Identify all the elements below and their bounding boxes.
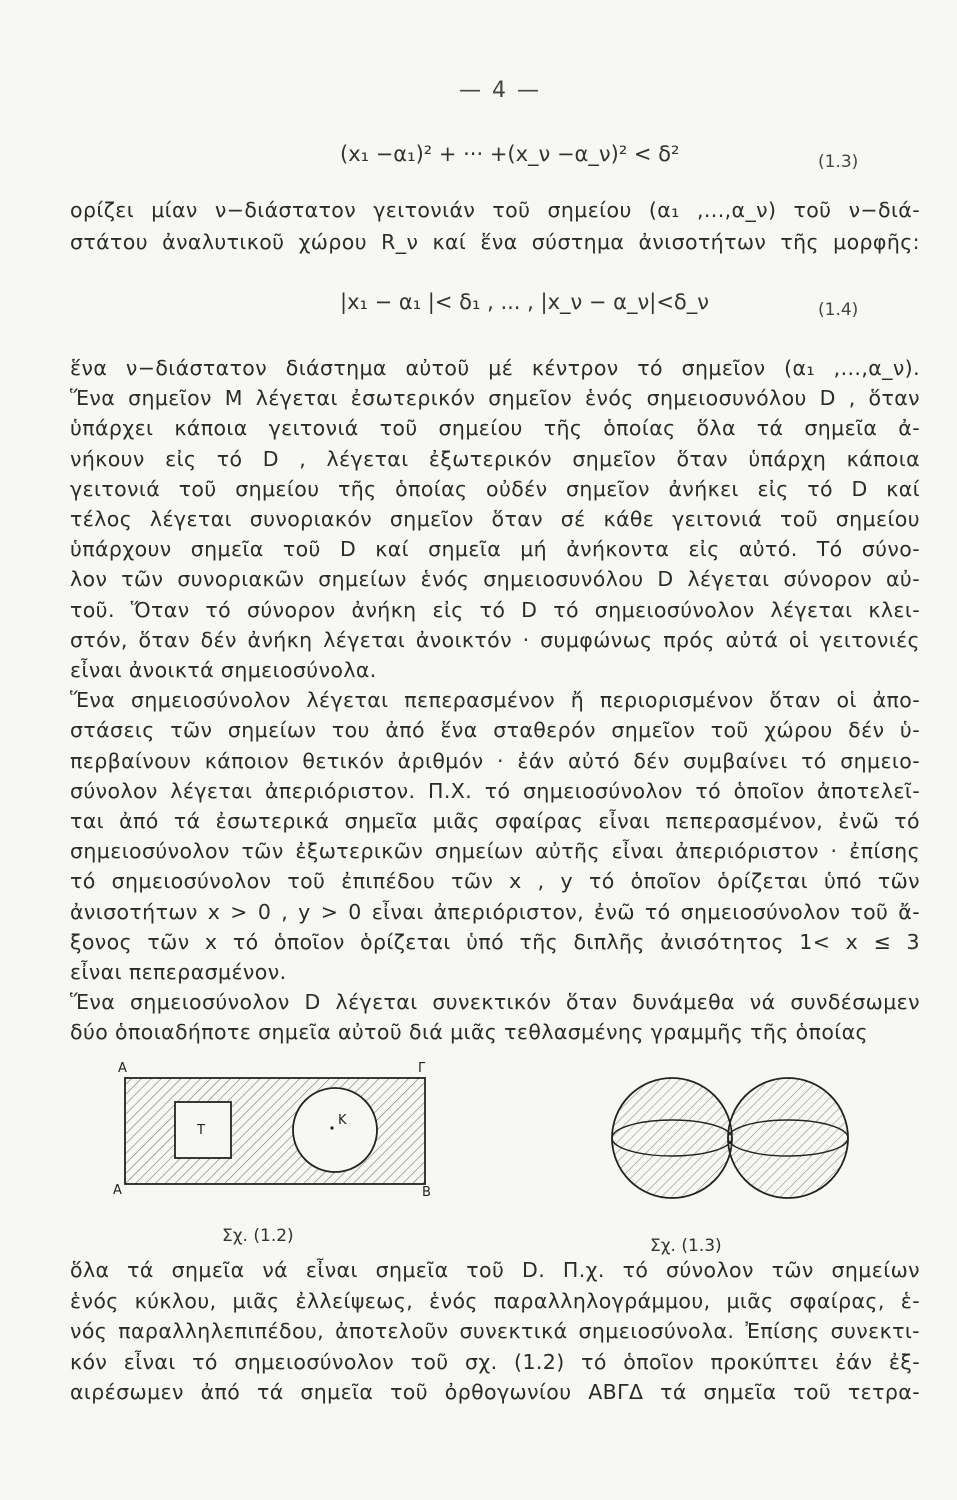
square-label: Τ <box>197 1123 205 1138</box>
text-line: κόν εἶναι τό σημειοσύνολον τοῦ σχ. (1.2) τό ὁποῖον προκύπτει ἐάν ἐξ- <box>70 1349 920 1374</box>
text-line: τό σημειοσύνολον τοῦ ἐπιπέδου τῶν x , y τό ὁποῖον ὁρίζεται ὑπό τῶν <box>70 869 920 894</box>
text-line: περβαίνουν κάποιον θετικόν ἀριθμόν · ἐάν αὐτό δέν συμβαίνει τό σημειο- <box>70 748 920 773</box>
text-line: δύο ὁποιαδήποτε σημεῖα αὐτοῦ διά μιᾶς τεθλασμένης γραμμῆς τῆς ὁποίας <box>70 1020 868 1045</box>
text-line: ἕνα ν−διάστατον διάστημα αὐτοῦ μέ κέντρον τό σημεῖον (α₁ ,...,α_ν). <box>70 356 920 380</box>
corner-label-bottom-left: Α <box>113 1183 122 1198</box>
text-line: νήκουν εἰς τό D , λέγεται ἐξωτερικόν σημεῖον ὅταν ὑπάρχη κάποια <box>70 446 920 471</box>
figure-1-3-caption: Σχ. (1.3) <box>650 1236 722 1256</box>
text-line: ὑπάρχει κάποια γειτονιά τοῦ σημείου τῆς ὁποίας ὅλα τά σημεῖα ἀ- <box>70 416 920 441</box>
text-line: ορίζει μίαν ν−διάστατον γειτονιάν τοῦ σημείου (α₁ ,...,α_ν) τοῦ ν−διά- <box>70 198 920 222</box>
text-line: ται ἀπό τά ἐσωτερικά σημεῖα μιᾶς σφαίρας εἶναι πεπερασμένον, ἐνῶ τό <box>70 809 920 833</box>
text-line: αιρέσωμεν ἀπό τά σημεῖα τοῦ ὀρθογωνίου ΑΒΓΔ τά σημεῖα τοῦ τετρα- <box>70 1380 920 1404</box>
text-line: γειτονιά τοῦ σημείου τῆς ὁποίας οὐδέν σημεῖον ἀνήκει εἰς τό D καί <box>70 476 920 501</box>
equation-number-1-3: (1.3) <box>818 152 859 172</box>
text-line: ἀνισοτήτων x > 0 , y > 0 εἶναι ἀπεριόριστον, ἐνῶ τό σημειοσύνολον τοῦ ἄ- <box>70 899 920 924</box>
text-line: ἑνός κύκλου, μιᾶς ἐλλείψεως, ἑνός παραλληλογράμμου, μιᾶς σφαίρας, ἑ- <box>70 1288 920 1313</box>
text-line: σύνολον λέγεται ἀπεριόριστον. Π.Χ. τό σημειοσύνολον τό ὁποῖον ἀποτελεῖ- <box>70 778 920 803</box>
text-line: ὅλα τά σημεῖα νά εἶναι σημεῖα τοῦ D. Π.χ. τό σύνολον τῶν σημείων <box>70 1258 920 1282</box>
figure-1-3 <box>600 1060 860 1210</box>
text-line: Ἕνα σημειοσύνολον λέγεται πεπερασμένον ἤ περιορισμένον ὅταν οἱ ἀπο- <box>70 688 920 713</box>
text-line: στάτου ἀναλυτικοῦ χώρου R_ν καί ἕνα σύστημα ἀνισοτήτων τῆς μορφῆς: <box>70 230 920 254</box>
figure-1-2 <box>110 1060 450 1210</box>
text-line: σημειοσύνολον τῶν ἐξωτερικῶν σημείων αὐτῆς εἶναι ἀπεριόριστον · ἐπίσης <box>70 839 920 864</box>
text-line: λον τῶν συνοριακῶν σημείων ἑνός σημειοσυνόλου D λέγεται σύνορον αὐ- <box>70 567 920 592</box>
text-line: στόν, ὅταν δέν ἀνήκη λέγεται ἀνοικτόν · συμφώνως πρός αὐτά οἱ γειτονιές <box>70 627 920 652</box>
text-line: ὑπάρχουν σημεῖα τοῦ D καί σημεῖα μή ἀνήκοντα εἰς αὐτό. Τό σύνο- <box>70 537 920 562</box>
equation-number-1-4: (1.4) <box>818 300 859 320</box>
text-line: εἶναι πεπερασμένον. <box>70 960 287 984</box>
text-line: στάσεις τῶν σημείων του ἀπό ἕνα σταθερόν σημεῖον τοῦ χώρου δέν ὑ- <box>70 718 920 743</box>
corner-label-bottom-right: Β <box>422 1185 431 1200</box>
text-line: τοῦ. Ὅταν τό σύνορον ἀνήκη εἰς τό D τό σημειοσύνολον λέγεται κλει- <box>70 597 920 622</box>
corner-label-top-right: Γ <box>418 1061 426 1076</box>
page-number: — 4 — <box>459 78 541 103</box>
text-line: εἶναι ἀνοικτά σημειοσύνολα. <box>70 658 377 682</box>
figure-1-2-caption: Σχ. (1.2) <box>222 1226 294 1246</box>
text-line: νός παραλληλεπιπέδου, ἀποτελοῦν συνεκτικά σημειοσύνολα. Ἐπίσης συνεκτι- <box>70 1319 920 1343</box>
text-line: τέλος λέγεται συνοριακόν σημεῖον ὅταν σέ κάθε γειτονιά τοῦ σημείου <box>70 507 920 531</box>
equation-1-4: |x₁ − α₁ |< δ₁ , ... , |x_ν − α_ν|<δ_ν <box>340 290 709 314</box>
equation-1-3: (x₁ −α₁)² + ··· +(x_ν −α_ν)² < δ² <box>340 142 680 166</box>
text-line: Ἕνα σημειοσύνολον D λέγεται συνεκτικόν ὅταν δυνάμεθα νά συνδέσωμεν <box>70 990 920 1015</box>
text-line: Ἕνα σημεῖον Μ λέγεται ἐσωτερικόν σημεῖον ἑνός σημειοσυνόλου D , ὅταν <box>70 386 920 411</box>
corner-label-top-left: Α <box>118 1061 127 1076</box>
circle-label: Κ <box>338 1113 347 1128</box>
text-line: ξονος τῶν x τό ὁποῖον ὁρίζεται ὑπό τῆς διπλῆς ἀνισότητος 1< x ≤ 3 <box>70 929 920 954</box>
